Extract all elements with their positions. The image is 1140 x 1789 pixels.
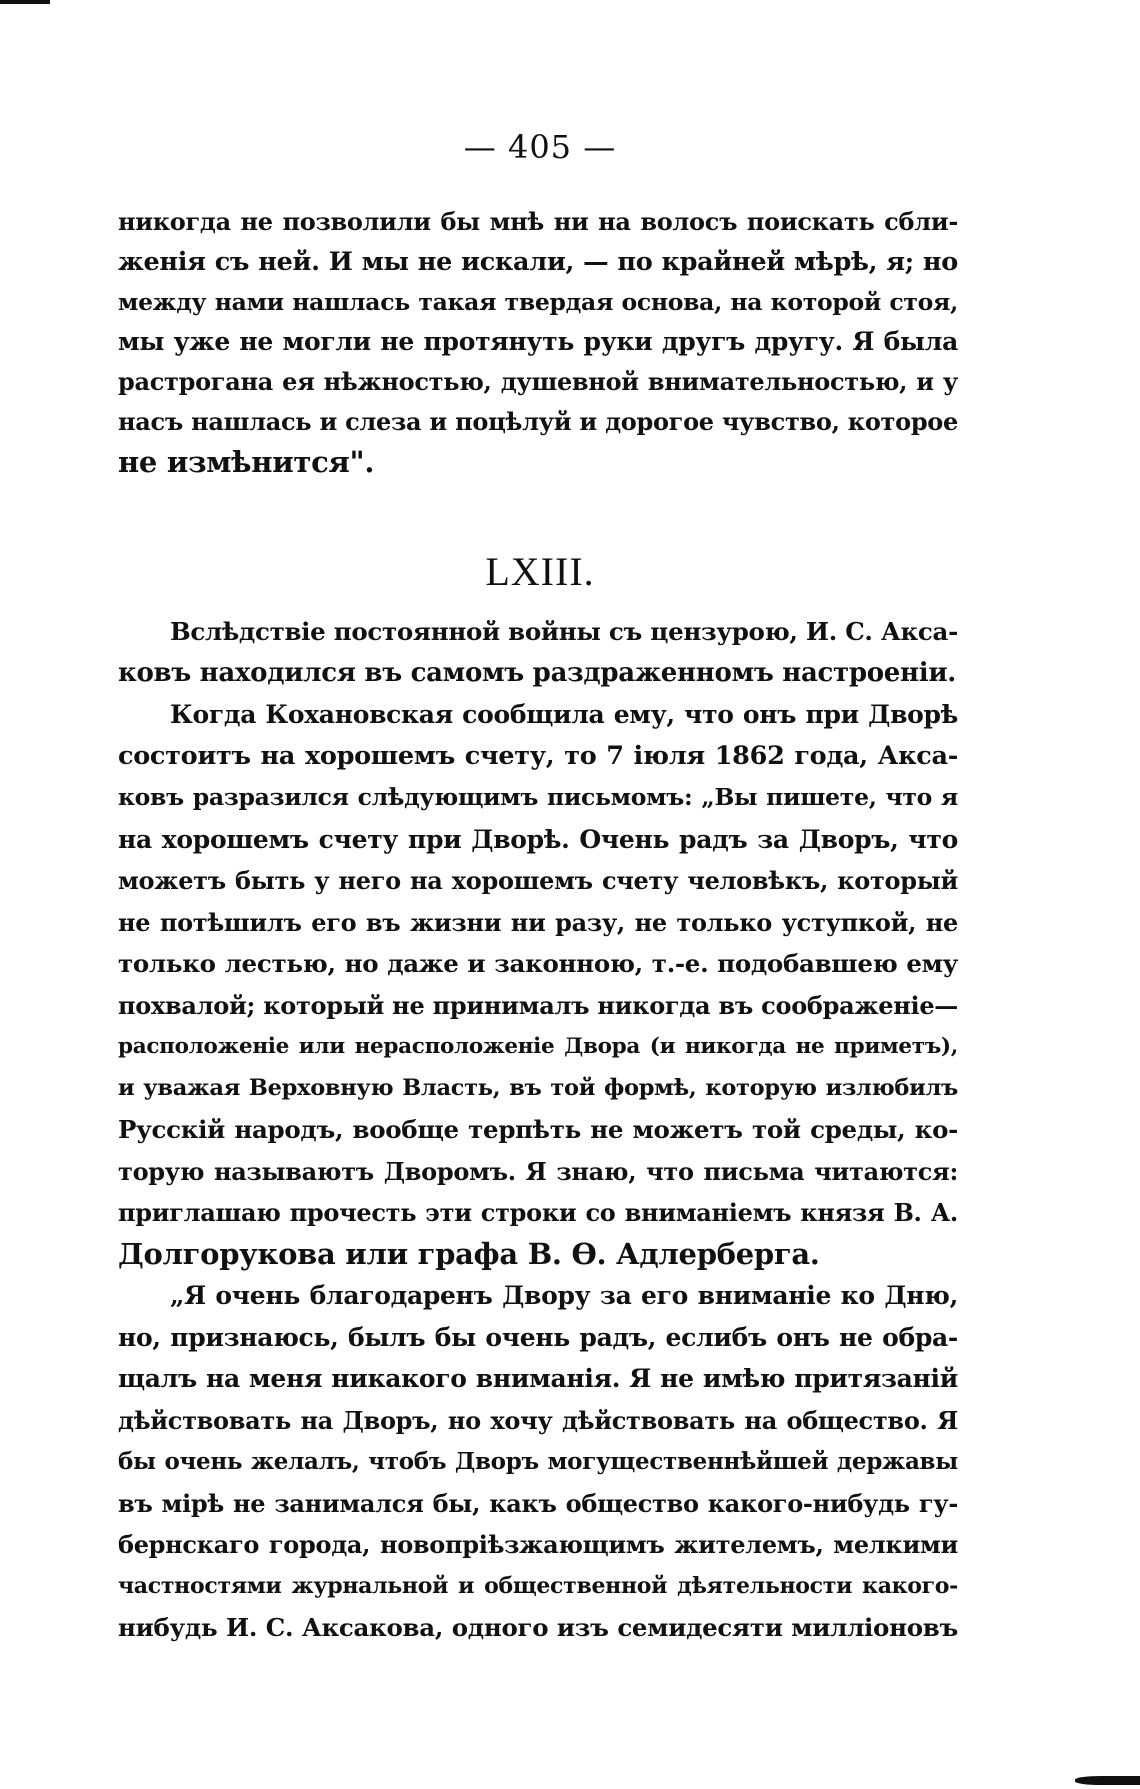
- text-line: расположеніе или нерасположеніе Двора (и никогда не приметъ),: [118, 1034, 958, 1059]
- text-line: щалъ на меня никакого вниманія. Я не имѣю притязаній: [118, 1364, 958, 1393]
- chapter-heading: LXIII.: [485, 549, 595, 594]
- text-line: между нами нашлась такая твердая основа, на которой стоя,: [118, 288, 958, 316]
- text-line: не измѣнится".: [118, 445, 375, 479]
- text-line: Когда Кохановская сообщила ему, что онъ при Дворѣ: [170, 700, 958, 729]
- text-line: нибудь И. С. Аксакова, одного изъ семидесяти милліоновъ: [118, 1613, 958, 1642]
- text-line: растрогана ея нѣжностью, душевной внимательностью, и у: [118, 367, 958, 396]
- text-line: мы уже не могли не протянуть руки другъ другу. Я была: [118, 327, 958, 356]
- text-line: въ мірѣ не занимался бы, какъ общество какого-нибудь гу-: [118, 1488, 958, 1518]
- text-line: женія съ ней. И мы не искали, — по крайней мѣрѣ, я; но: [118, 247, 958, 277]
- text-line: похвалой; который не принималъ никогда въ соображеніе—: [118, 990, 958, 1020]
- text-line: бернскаго города, новопріѣзжающимъ жителемъ, мелкими: [118, 1530, 958, 1559]
- text-line: состоитъ на хорошемъ счету, то 7 іюля 1862 года, Акса-: [118, 740, 958, 771]
- text-line: Долгорукова или графа В. Ѳ. Адлерберга.: [118, 1236, 820, 1271]
- text-line: частностями журнальной и общественной дѣятельности какого-: [118, 1572, 958, 1599]
- page-number: — 405 —: [463, 128, 617, 166]
- text-line: „Я очень благодаренъ Двору за его вниманіе ко Дню,: [170, 1281, 958, 1310]
- text-line: Русскій народъ, вообще терпѣть не можетъ той среды, ко-: [118, 1115, 958, 1144]
- continued-paragraph: [118, 202, 958, 482]
- text-line: приглашаю прочесть эти строки со вниманіемъ князя В. А.: [118, 1198, 958, 1227]
- text-line: бы очень желалъ, чтобъ Дворъ могущественнѣйшей державы: [118, 1448, 958, 1475]
- text-line: и уважая Верховную Власть, въ той формѣ, которую излюбилъ: [118, 1074, 958, 1101]
- text-line: торую называютъ Дворомъ. Я знаю, что письма читаются:: [118, 1156, 958, 1186]
- text-line: дѣйствовать на Дворъ, но хочу дѣйствовать на общество. Я: [118, 1405, 958, 1435]
- chapter-body: [118, 611, 958, 1649]
- scan-mark-top-left: [0, 0, 50, 4]
- text-line: ковъ находился въ самомъ раздраженномъ настроеніи.: [118, 657, 957, 688]
- text-line: Вслѣдствіе постоянной войны съ цензурою, И. С. Акса-: [170, 617, 958, 646]
- text-line: но, признаюсь, былъ бы очень радъ, еслибъ онъ не обра-: [118, 1322, 958, 1352]
- text-line: можетъ быть у него на хорошемъ счету человѣкъ, который: [118, 866, 958, 895]
- scan-mark-bottom-right: [1075, 1776, 1140, 1785]
- text-line: не потѣшилъ его въ жизни ни разу, не только уступкой, не: [118, 907, 958, 937]
- text-line: никогда не позволили бы мнѣ ни на волосъ поискать сбли-: [118, 207, 958, 236]
- text-line: только лестью, но даже и законною, т.-е. подобавшею ему: [118, 949, 958, 978]
- text-line: на хорошемъ счету при Дворѣ. Очень радъ за Дворъ, что: [118, 824, 958, 854]
- text-line: насъ нашлась и слеза и поцѣлуй и дорогое чувство, которое: [118, 407, 958, 436]
- text-line: ковъ разразился слѣдующимъ письмомъ: „Вы пишете, что я: [118, 783, 958, 811]
